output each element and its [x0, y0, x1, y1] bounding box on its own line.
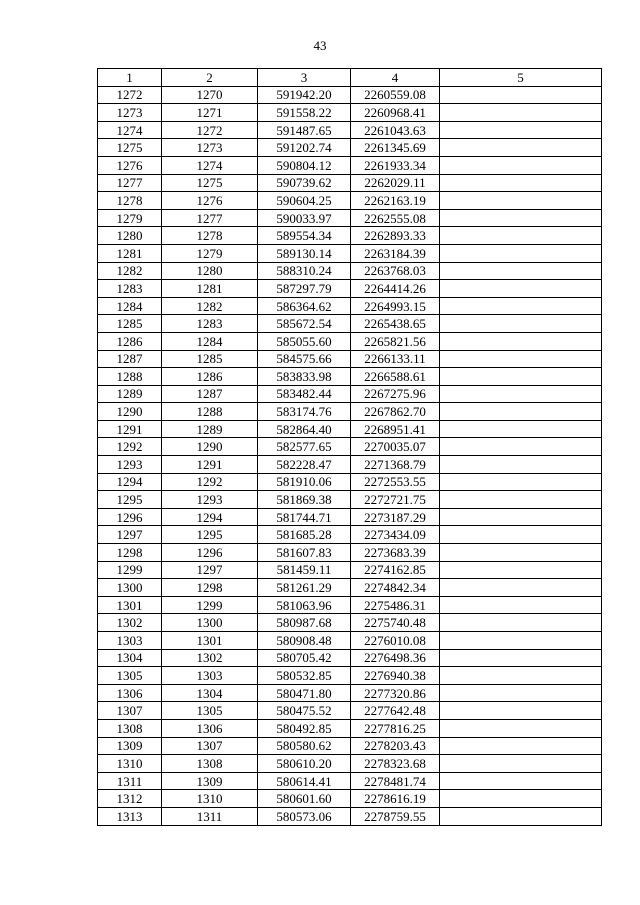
table-cell-col1: 1280: [98, 227, 162, 245]
table-cell-col2: 1277: [162, 209, 258, 227]
table-cell-col1: 1286: [98, 332, 162, 350]
table-cell-col4: 2266588.61: [351, 368, 440, 386]
table-cell-col1: 1294: [98, 473, 162, 491]
table-cell-col1: 1288: [98, 368, 162, 386]
table-row: [98, 719, 602, 737]
table-cell-col3: 580573.06: [258, 807, 351, 825]
table-cell-col5: [440, 596, 602, 614]
table-cell-col2: 1291: [162, 456, 258, 474]
table-cell-col4: 2277642.48: [351, 702, 440, 720]
table-cell-col5: [440, 807, 602, 825]
table-cell-col1: 1308: [98, 719, 162, 737]
table-cell-col5: [440, 86, 602, 104]
table-cell-col1: 1305: [98, 667, 162, 685]
table-cell-col2: 1310: [162, 790, 258, 808]
table-cell-col1: 1306: [98, 684, 162, 702]
table-cell-col4: 2270035.07: [351, 438, 440, 456]
table-cell-col2: 1278: [162, 227, 258, 245]
table-row: [98, 280, 602, 298]
table-cell-col1: 1298: [98, 544, 162, 562]
table-cell-col1: 1287: [98, 350, 162, 368]
table-cell-col4: 2275740.48: [351, 614, 440, 632]
table-cell-col3: 591942.20: [258, 86, 351, 104]
table-cell-col3: 580610.20: [258, 755, 351, 773]
table-cell-col2: 1308: [162, 755, 258, 773]
table-row: [98, 209, 602, 227]
table-cell-col2: 1287: [162, 385, 258, 403]
table-row: [98, 544, 602, 562]
table-cell-col5: [440, 614, 602, 632]
table-cell-col3: 585055.60: [258, 332, 351, 350]
table-cell-col3: 581459.11: [258, 561, 351, 579]
table-row: [98, 649, 602, 667]
table-cell-col3: 582228.47: [258, 456, 351, 474]
table-cell-col4: 2264414.26: [351, 280, 440, 298]
table-cell-col4: 2274842.34: [351, 579, 440, 597]
table-cell-col5: [440, 139, 602, 157]
table-cell-col2: 1302: [162, 649, 258, 667]
table-cell-col4: 2263768.03: [351, 262, 440, 280]
header-cell-col1: 1: [98, 69, 162, 87]
table-cell-col5: [440, 737, 602, 755]
table-cell-col3: 589554.34: [258, 227, 351, 245]
table-cell-col4: 2262029.11: [351, 174, 440, 192]
table-cell-col4: 2276010.08: [351, 632, 440, 650]
table-cell-col3: 580492.85: [258, 719, 351, 737]
table-cell-col5: [440, 315, 602, 333]
table-row: [98, 579, 602, 597]
table-cell-col5: [440, 790, 602, 808]
table-cell-col5: [440, 104, 602, 122]
table-cell-col1: 1290: [98, 403, 162, 421]
table-cell-col4: 2263184.39: [351, 244, 440, 262]
table-cell-col1: 1277: [98, 174, 162, 192]
table-cell-col4: 2262893.33: [351, 227, 440, 245]
table-cell-col3: 580475.52: [258, 702, 351, 720]
table-cell-col1: 1310: [98, 755, 162, 773]
table-cell-col1: 1291: [98, 420, 162, 438]
table-cell-col4: 2260968.41: [351, 104, 440, 122]
table-cell-col5: [440, 632, 602, 650]
table-row: [98, 86, 602, 104]
table-cell-col2: 1307: [162, 737, 258, 755]
table-cell-col3: 585672.54: [258, 315, 351, 333]
table-row: [98, 561, 602, 579]
table-cell-col2: 1276: [162, 192, 258, 210]
table-cell-col3: 580614.41: [258, 772, 351, 790]
table-cell-col1: 1302: [98, 614, 162, 632]
table-cell-col5: [440, 368, 602, 386]
table-cell-col4: 2266133.11: [351, 350, 440, 368]
table-cell-col1: 1313: [98, 807, 162, 825]
table-cell-col2: 1297: [162, 561, 258, 579]
table-row: [98, 139, 602, 157]
table-cell-col1: 1285: [98, 315, 162, 333]
table-cell-col4: 2272721.75: [351, 491, 440, 509]
table-cell-col5: [440, 491, 602, 509]
table-cell-col2: 1273: [162, 139, 258, 157]
table-row: [98, 104, 602, 122]
table-cell-col5: [440, 755, 602, 773]
table-cell-col4: 2275486.31: [351, 596, 440, 614]
table-cell-col3: 581261.29: [258, 579, 351, 597]
header-cell-col3: 3: [258, 69, 351, 87]
table-cell-col3: 581063.96: [258, 596, 351, 614]
header-cell-col4: 4: [351, 69, 440, 87]
table-cell-col1: 1282: [98, 262, 162, 280]
table-cell-col2: 1281: [162, 280, 258, 298]
table-row: [98, 526, 602, 544]
table-cell-col5: [440, 156, 602, 174]
table-row: [98, 244, 602, 262]
table-cell-col1: 1299: [98, 561, 162, 579]
table-cell-col5: [440, 403, 602, 421]
table-cell-col2: 1293: [162, 491, 258, 509]
header-cell-col5: 5: [440, 69, 602, 87]
table-row: [98, 508, 602, 526]
table-row: [98, 772, 602, 790]
table-cell-col1: 1307: [98, 702, 162, 720]
table-cell-col4: 2262555.08: [351, 209, 440, 227]
table-row: [98, 667, 602, 685]
table-cell-col2: 1311: [162, 807, 258, 825]
table-cell-col2: 1272: [162, 121, 258, 139]
table-cell-col4: 2277816.25: [351, 719, 440, 737]
table-body: [98, 86, 602, 825]
table-row: [98, 790, 602, 808]
table-cell-col3: 590033.97: [258, 209, 351, 227]
table-cell-col2: 1298: [162, 579, 258, 597]
table-cell-col4: 2272553.55: [351, 473, 440, 491]
table-cell-col1: 1275: [98, 139, 162, 157]
table-cell-col1: 1296: [98, 508, 162, 526]
table-cell-col1: 1300: [98, 579, 162, 597]
table-cell-col1: 1309: [98, 737, 162, 755]
table-cell-col5: [440, 649, 602, 667]
table-cell-col3: 589130.14: [258, 244, 351, 262]
table-row: [98, 438, 602, 456]
table-cell-col2: 1303: [162, 667, 258, 685]
table-row: [98, 174, 602, 192]
table-cell-col5: [440, 244, 602, 262]
table-cell-col2: 1292: [162, 473, 258, 491]
table-cell-col4: 2277320.86: [351, 684, 440, 702]
table-cell-col4: 2261043.63: [351, 121, 440, 139]
table-cell-col4: 2276498.36: [351, 649, 440, 667]
table-cell-col4: 2273187.29: [351, 508, 440, 526]
table-cell-col2: 1306: [162, 719, 258, 737]
table-row: [98, 403, 602, 421]
table-cell-col2: 1279: [162, 244, 258, 262]
table-cell-col1: 1279: [98, 209, 162, 227]
table-cell-col3: 591487.65: [258, 121, 351, 139]
table-cell-col2: 1280: [162, 262, 258, 280]
table-cell-col2: 1299: [162, 596, 258, 614]
table-cell-col3: 580908.48: [258, 632, 351, 650]
table-cell-col2: 1286: [162, 368, 258, 386]
table-cell-col5: [440, 262, 602, 280]
table-cell-col4: 2265438.65: [351, 315, 440, 333]
table-cell-col3: 587297.79: [258, 280, 351, 298]
table-cell-col2: 1275: [162, 174, 258, 192]
table-cell-col1: 1276: [98, 156, 162, 174]
table-cell-col3: 580532.85: [258, 667, 351, 685]
table-row: [98, 807, 602, 825]
table-cell-col5: [440, 385, 602, 403]
table-cell-col5: [440, 121, 602, 139]
table-cell-col5: [440, 227, 602, 245]
table-cell-col3: 590739.62: [258, 174, 351, 192]
table-cell-col3: 584575.66: [258, 350, 351, 368]
table-cell-col2: 1271: [162, 104, 258, 122]
table-cell-col1: 1301: [98, 596, 162, 614]
table-cell-col1: 1303: [98, 632, 162, 650]
table-cell-col3: 581910.06: [258, 473, 351, 491]
table-row: [98, 315, 602, 333]
table-row: [98, 156, 602, 174]
table-row: [98, 491, 602, 509]
table-cell-col4: 2274162.85: [351, 561, 440, 579]
table-cell-col1: 1297: [98, 526, 162, 544]
table-cell-col2: 1295: [162, 526, 258, 544]
table-cell-col4: 2278323.68: [351, 755, 440, 773]
table-row: [98, 737, 602, 755]
table-row: [98, 473, 602, 491]
table-row: [98, 456, 602, 474]
table-cell-col5: [440, 772, 602, 790]
table-row: [98, 385, 602, 403]
table-cell-col1: 1284: [98, 297, 162, 315]
table-cell-col4: 2267862.70: [351, 403, 440, 421]
table-cell-col1: 1295: [98, 491, 162, 509]
table-cell-col5: [440, 438, 602, 456]
table-cell-col2: 1294: [162, 508, 258, 526]
table-row: [98, 350, 602, 368]
table-cell-col4: 2262163.19: [351, 192, 440, 210]
table-cell-col3: 586364.62: [258, 297, 351, 315]
table-cell-col5: [440, 667, 602, 685]
header-cell-col2: 2: [162, 69, 258, 87]
table-cell-col5: [440, 544, 602, 562]
table-cell-col1: 1274: [98, 121, 162, 139]
table-cell-col3: 591558.22: [258, 104, 351, 122]
table-cell-col1: 1312: [98, 790, 162, 808]
table-row: [98, 596, 602, 614]
table-cell-col5: [440, 174, 602, 192]
table-cell-col1: 1304: [98, 649, 162, 667]
table-cell-col5: [440, 420, 602, 438]
table-row: [98, 614, 602, 632]
table-cell-col5: [440, 579, 602, 597]
table-cell-col1: 1311: [98, 772, 162, 790]
table-row: [98, 755, 602, 773]
table-cell-col5: [440, 332, 602, 350]
table-cell-col3: 581744.71: [258, 508, 351, 526]
table-cell-col5: [440, 350, 602, 368]
table-cell-col2: 1285: [162, 350, 258, 368]
table-cell-col3: 588310.24: [258, 262, 351, 280]
table-cell-col1: 1272: [98, 86, 162, 104]
table-row: [98, 192, 602, 210]
table-row: [98, 684, 602, 702]
table-cell-col2: 1301: [162, 632, 258, 650]
table-cell-col3: 580601.60: [258, 790, 351, 808]
table-cell-col3: 590804.12: [258, 156, 351, 174]
table-cell-col5: [440, 297, 602, 315]
table-cell-col3: 581685.28: [258, 526, 351, 544]
table-cell-col1: 1283: [98, 280, 162, 298]
table-cell-col1: 1273: [98, 104, 162, 122]
table-cell-col4: 2261933.34: [351, 156, 440, 174]
table-cell-col2: 1309: [162, 772, 258, 790]
table-row: [98, 702, 602, 720]
table-cell-col5: [440, 508, 602, 526]
table-cell-col1: 1281: [98, 244, 162, 262]
table-cell-col5: [440, 684, 602, 702]
table-cell-col2: 1282: [162, 297, 258, 315]
table-row: [98, 420, 602, 438]
table-row: [98, 332, 602, 350]
table-cell-col3: 581607.83: [258, 544, 351, 562]
table-cell-col4: 2273434.09: [351, 526, 440, 544]
table-row: [98, 297, 602, 315]
table-cell-col5: [440, 473, 602, 491]
table-cell-col4: 2278203.43: [351, 737, 440, 755]
table-cell-col2: 1283: [162, 315, 258, 333]
table-cell-col3: 581869.38: [258, 491, 351, 509]
table-cell-col5: [440, 561, 602, 579]
table-cell-col2: 1305: [162, 702, 258, 720]
table-cell-col3: 583833.98: [258, 368, 351, 386]
table-cell-col4: 2264993.15: [351, 297, 440, 315]
table-row: [98, 262, 602, 280]
table-cell-col5: [440, 280, 602, 298]
table-cell-col5: [440, 719, 602, 737]
table-cell-col3: 580471.80: [258, 684, 351, 702]
table-cell-col2: 1296: [162, 544, 258, 562]
table-cell-col4: 2273683.39: [351, 544, 440, 562]
table-cell-col2: 1288: [162, 403, 258, 421]
table-cell-col2: 1284: [162, 332, 258, 350]
table-cell-col3: 590604.25: [258, 192, 351, 210]
table-cell-col5: [440, 192, 602, 210]
table-cell-col3: 583482.44: [258, 385, 351, 403]
table-cell-col3: 582864.40: [258, 420, 351, 438]
table-cell-col5: [440, 702, 602, 720]
table-cell-col4: 2265821.56: [351, 332, 440, 350]
table-cell-col4: 2271368.79: [351, 456, 440, 474]
table-cell-col2: 1300: [162, 614, 258, 632]
table-cell-col4: 2261345.69: [351, 139, 440, 157]
table-cell-col3: 580705.42: [258, 649, 351, 667]
table-cell-col1: 1278: [98, 192, 162, 210]
table-cell-col5: [440, 209, 602, 227]
table-row: [98, 632, 602, 650]
table-cell-col1: 1293: [98, 456, 162, 474]
table-row: [98, 227, 602, 245]
table-cell-col1: 1289: [98, 385, 162, 403]
table-cell-col2: 1270: [162, 86, 258, 104]
coordinates-table: [97, 68, 602, 826]
table-cell-col5: [440, 456, 602, 474]
table-cell-col3: 582577.65: [258, 438, 351, 456]
table-row: [98, 368, 602, 386]
table-cell-col2: 1290: [162, 438, 258, 456]
table-cell-col3: 583174.76: [258, 403, 351, 421]
table-cell-col3: 580580.62: [258, 737, 351, 755]
table-cell-col4: 2260559.08: [351, 86, 440, 104]
table-cell-col1: 1292: [98, 438, 162, 456]
table-cell-col3: 580987.68: [258, 614, 351, 632]
table-row: [98, 121, 602, 139]
page-number: 43: [313, 38, 327, 53]
table-cell-col4: 2267275.96: [351, 385, 440, 403]
table-cell-col2: 1304: [162, 684, 258, 702]
table-header: [98, 69, 602, 87]
table-cell-col3: 591202.74: [258, 139, 351, 157]
table-cell-col4: 2268951.41: [351, 420, 440, 438]
table-cell-col4: 2278759.55: [351, 807, 440, 825]
table-cell-col5: [440, 526, 602, 544]
table-cell-col2: 1289: [162, 420, 258, 438]
table-cell-col4: 2278616.19: [351, 790, 440, 808]
table-cell-col4: 2278481.74: [351, 772, 440, 790]
header-row: [98, 69, 602, 87]
table-cell-col2: 1274: [162, 156, 258, 174]
table-cell-col4: 2276940.38: [351, 667, 440, 685]
